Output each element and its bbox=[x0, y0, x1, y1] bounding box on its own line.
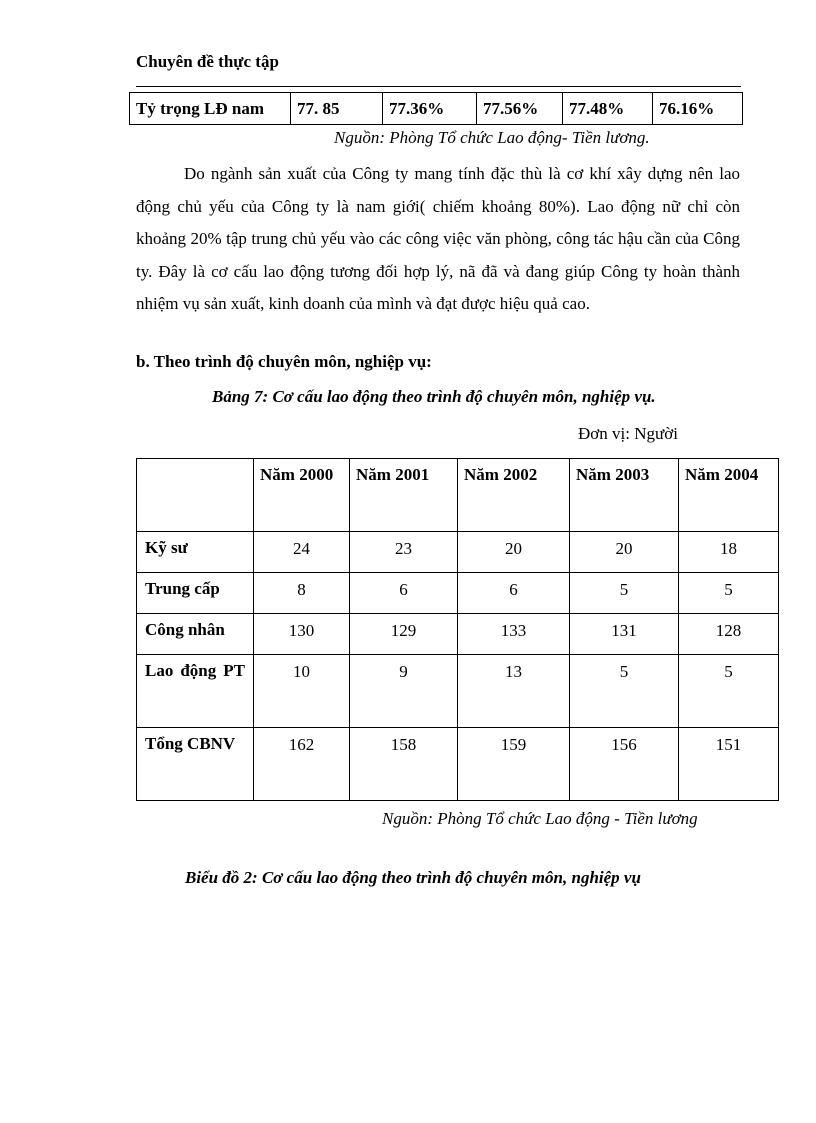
column-header: Năm 2003 bbox=[570, 459, 679, 532]
header-title: Chuyên đề thực tập bbox=[136, 52, 279, 71]
row-header: Công nhân bbox=[137, 614, 254, 655]
header-rule bbox=[136, 86, 741, 87]
data-cell: 5 bbox=[679, 655, 779, 728]
data-cell: 24 bbox=[254, 532, 350, 573]
column-header: Năm 2004 bbox=[679, 459, 779, 532]
data-cell: 5 bbox=[679, 573, 779, 614]
data-cell: 6 bbox=[458, 573, 570, 614]
table-row bbox=[137, 655, 779, 728]
corner-cell bbox=[137, 459, 254, 532]
data-cell: 159 bbox=[458, 728, 570, 801]
value-cell: 76.16% bbox=[653, 93, 743, 125]
male-ratio-table bbox=[129, 92, 743, 125]
chart-caption: Biểu đồ 2: Cơ cấu lao động theo trình độ chuyên môn, nghiệp vụ bbox=[185, 868, 641, 887]
data-cell: 18 bbox=[679, 532, 779, 573]
unit-label: Đơn vị: Người bbox=[578, 424, 678, 443]
row-header: Trung cấp bbox=[137, 573, 254, 614]
data-cell: 20 bbox=[458, 532, 570, 573]
data-cell: 8 bbox=[254, 573, 350, 614]
data-cell: 156 bbox=[570, 728, 679, 801]
row-header: Lao động PT bbox=[137, 655, 254, 728]
table-row bbox=[137, 573, 779, 614]
qualification-table bbox=[136, 458, 779, 801]
column-header: Năm 2000 bbox=[254, 459, 350, 532]
value-cell: 77.48% bbox=[563, 93, 653, 125]
data-cell: 162 bbox=[254, 728, 350, 801]
data-cell: 130 bbox=[254, 614, 350, 655]
body-paragraph bbox=[136, 158, 740, 321]
table-row bbox=[137, 532, 779, 573]
table-row bbox=[137, 614, 779, 655]
value-cell: 77.56% bbox=[477, 93, 563, 125]
data-cell: 5 bbox=[570, 655, 679, 728]
data-cell: 13 bbox=[458, 655, 570, 728]
table-row bbox=[137, 728, 779, 801]
table-row bbox=[130, 93, 743, 125]
data-cell: 151 bbox=[679, 728, 779, 801]
row-label: Tỷ trọng LĐ nam bbox=[130, 93, 291, 125]
data-cell: 5 bbox=[570, 573, 679, 614]
table1-source: Nguồn: Phòng Tổ chức Lao động- Tiền lương. bbox=[334, 128, 650, 147]
data-cell: 158 bbox=[350, 728, 458, 801]
value-cell: 77. 85 bbox=[291, 93, 383, 125]
data-cell: 23 bbox=[350, 532, 458, 573]
data-cell: 128 bbox=[679, 614, 779, 655]
data-cell: 131 bbox=[570, 614, 679, 655]
data-cell: 6 bbox=[350, 573, 458, 614]
paragraph-text: Do ngành sản xuất của Công ty mang tính đặc thù là cơ khí xây dựng nên lao động chủ yếu của Công ty là nam giới( chiếm khoảng 80%). Lao động nữ chỉ còn khoảng 20% tập trung chủ yếu vào các công việc văn phòng, công tác hậu cần của Công ty. Đây là cơ cấu lao động tương đối hợp lý, nã đã và đang giúp Công ty hoàn thành nhiệm vụ sản xuất, kinh doanh của mình và đạt được hiệu quả cao. bbox=[136, 164, 740, 313]
column-header: Năm 2001 bbox=[350, 459, 458, 532]
row-header: Tổng CBNV bbox=[137, 728, 254, 801]
column-header: Năm 2002 bbox=[458, 459, 570, 532]
value-cell: 77.36% bbox=[383, 93, 477, 125]
table2-caption: Bảng 7: Cơ cấu lao động theo trình độ chuyên môn, nghiệp vụ. bbox=[212, 387, 656, 406]
data-cell: 129 bbox=[350, 614, 458, 655]
header-row bbox=[137, 459, 779, 532]
data-cell: 20 bbox=[570, 532, 679, 573]
data-cell: 9 bbox=[350, 655, 458, 728]
data-cell: 133 bbox=[458, 614, 570, 655]
section-heading: b. Theo trình độ chuyên môn, nghiệp vụ: bbox=[136, 352, 432, 371]
table2-source: Nguồn: Phòng Tổ chức Lao động - Tiền lương bbox=[382, 809, 698, 828]
row-header: Kỹ sư bbox=[137, 532, 254, 573]
data-cell: 10 bbox=[254, 655, 350, 728]
